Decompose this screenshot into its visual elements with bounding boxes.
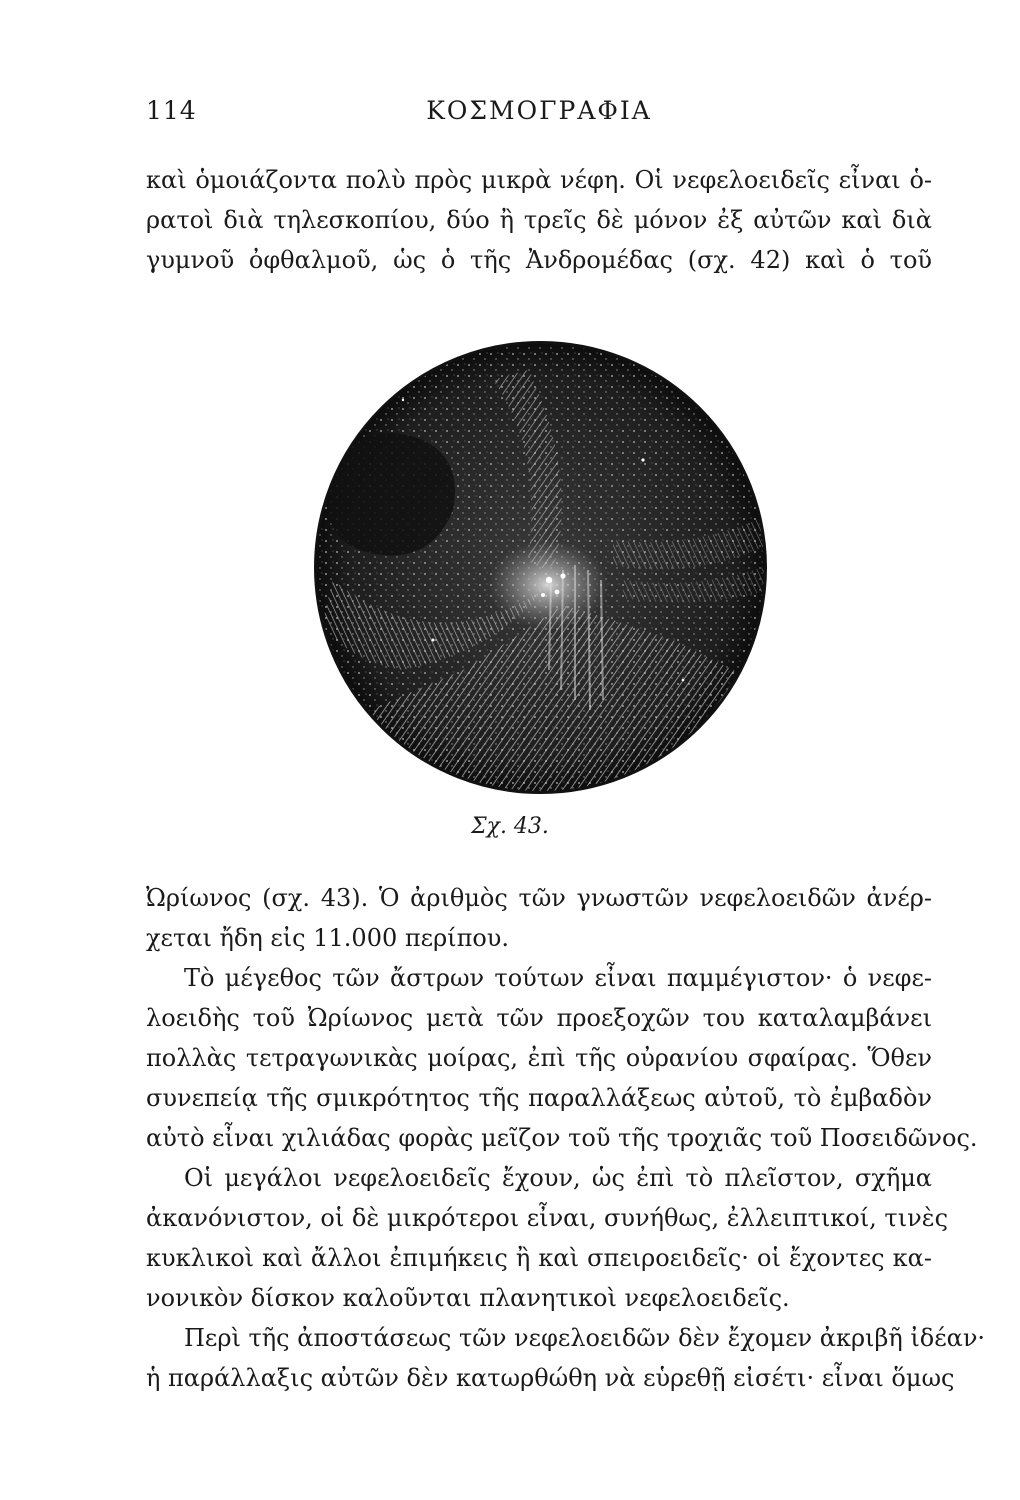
figure-caption: Σχ. 43. [471, 814, 549, 839]
running-title: ΚΟΣΜΟΓΡΑΦΙΑ [426, 96, 652, 125]
text-line: Ὠρίωνος (σχ. 43). Ὁ ἀριθμὸς τῶν γνωστῶν νεφελοειδῶν ἀνέρ- [146, 884, 932, 912]
central-glow [488, 540, 608, 630]
text-line: κυκλικοὶ καὶ ἄλλοι ἐπιμήκεις ἢ καὶ σπειροειδεῖς· οἱ ἔχοντες κα- [146, 1244, 932, 1272]
text-line: λοειδὴς τοῦ Ὠρίωνος μετὰ τῶν προεξοχῶν του καταλαμβάνει [146, 1004, 932, 1032]
text-line: χεται ἤδη εἰς 11.000 περίπου. [146, 924, 510, 952]
text-line: ἀκανόνιστον, οἱ δὲ μικρότεροι εἶναι, συνήθως, ἐλλειπτικοί, τινὲς [146, 1204, 949, 1232]
page-header [146, 96, 932, 136]
text-line: γυμνοῦ ὀφθαλμοῦ, ὡς ὁ τῆς Ἀνδρομέδας (σχ. 42) καὶ ὁ τοῦ [146, 246, 932, 274]
text-line: ἡ παράλλαξις αὐτῶν δὲν κατωρθώθη νὰ εὑρεθῇ εἰσέτι· εἶναι ὅμως [146, 1364, 955, 1392]
orion-nebula-engraving [313, 340, 768, 795]
top-paragraph [146, 160, 932, 280]
text-line: Τὸ μέγεθος τῶν ἄστρων τούτων εἶναι παμμέγιστον· ὁ νεφε- [184, 964, 932, 992]
text-line: πολλὰς τετραγωνικὰς μοίρας, ἐπὶ τῆς οὐρανίου σφαίρας. Ὅθεν [146, 1044, 932, 1072]
text-line: Οἱ μεγάλοι νεφελοειδεῖς ἔχουν, ὡς ἐπὶ τὸ πλεῖστον, σχῆμα [184, 1164, 932, 1192]
text-line: Περὶ τῆς ἀποστάσεως τῶν νεφελοειδῶν δὲν ἔχομεν ἀκριβῆ ἰδέαν· [184, 1324, 986, 1352]
bottom-paragraphs [146, 878, 986, 1398]
page-number: 114 [146, 96, 197, 125]
text-line: νονικὸν δίσκον καλοῦνται πλανητικοὶ νεφελοειδεῖς. [146, 1284, 790, 1312]
text-line: συνεπείᾳ τῆς σμικρότητος τῆς παραλλάξεως αὐτοῦ, τὸ ἐμβαδὸν [146, 1084, 932, 1112]
text-line: ρατοὶ διὰ τηλεσκοπίου, δύο ἢ τρεῖς δὲ μόνον ἐξ αὐτῶν καὶ διὰ [146, 206, 932, 234]
text-line: αὐτὸ εἶναι χιλιάδας φορὰς μεῖζον τοῦ τῆς τροχιᾶς τοῦ Ποσειδῶνος. [146, 1124, 978, 1152]
text-line: καὶ ὁμοιάζοντα πολὺ πρὸς μικρὰ νέφη. Οἱ νεφελοειδεῖς εἶναι ὁ- [146, 166, 932, 194]
